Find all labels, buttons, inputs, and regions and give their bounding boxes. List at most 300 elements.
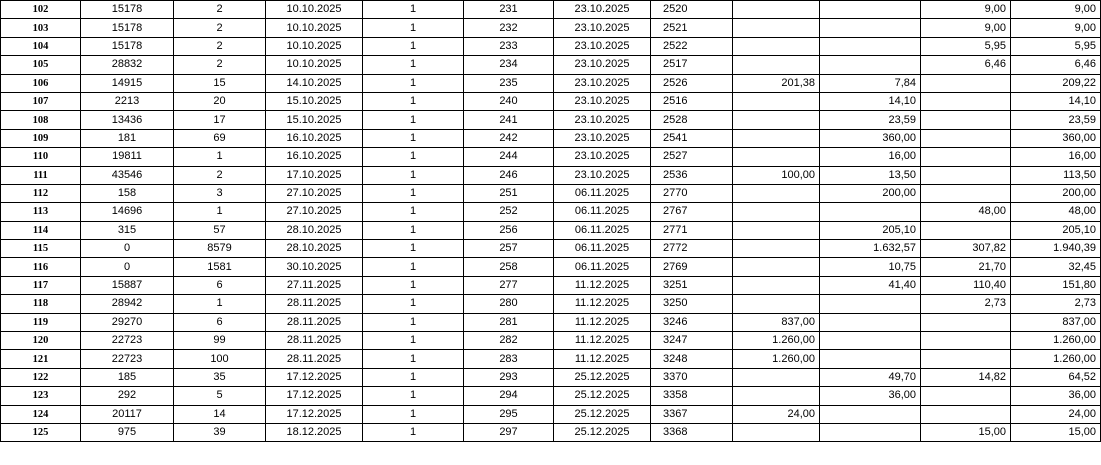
cell-code: 22723 — [81, 332, 174, 350]
cell-qty: 3 — [174, 184, 266, 202]
cell-one: 1 — [363, 203, 464, 221]
cell-code: 315 — [81, 221, 174, 239]
cell-one: 1 — [363, 92, 464, 110]
cell-b: 16,00 — [820, 148, 921, 166]
table-row — [1, 1, 1101, 19]
cell-c — [921, 313, 1011, 331]
cell-b: 10,75 — [820, 258, 921, 276]
cell-date2: 23.10.2025 — [554, 74, 651, 92]
cell-ref: 240 — [464, 92, 554, 110]
cell-total: 9,00 — [1011, 19, 1101, 37]
cell-date2: 23.10.2025 — [554, 111, 651, 129]
cell-no: 125 — [1, 423, 81, 441]
table-row — [1, 56, 1101, 74]
cell-a — [733, 56, 820, 74]
cell-a: 100,00 — [733, 166, 820, 184]
cell-total: 5,95 — [1011, 37, 1101, 55]
cell-date2: 11.12.2025 — [554, 313, 651, 331]
cell-date1: 10.10.2025 — [266, 37, 363, 55]
cell-qty: 6 — [174, 276, 266, 294]
cell-total: 1.260,00 — [1011, 332, 1101, 350]
cell-code: 0 — [81, 240, 174, 258]
cell-b: 14,10 — [820, 92, 921, 110]
cell-total: 2,73 — [1011, 295, 1101, 313]
table-row — [1, 37, 1101, 55]
cell-date2: 06.11.2025 — [554, 203, 651, 221]
cell-date2: 23.10.2025 — [554, 1, 651, 19]
cell-one: 1 — [363, 313, 464, 331]
cell-doc: 2770 — [651, 184, 733, 202]
cell-date1: 14.10.2025 — [266, 74, 363, 92]
cell-ref: 295 — [464, 405, 554, 423]
cell-doc: 3251 — [651, 276, 733, 294]
table-row — [1, 276, 1101, 294]
cell-date2: 06.11.2025 — [554, 240, 651, 258]
cell-b — [820, 37, 921, 55]
cell-code: 13436 — [81, 111, 174, 129]
cell-one: 1 — [363, 221, 464, 239]
cell-code: 19811 — [81, 148, 174, 166]
cell-doc: 2772 — [651, 240, 733, 258]
cell-total: 64,52 — [1011, 368, 1101, 386]
cell-c: 9,00 — [921, 19, 1011, 37]
cell-doc: 3248 — [651, 350, 733, 368]
cell-total: 16,00 — [1011, 148, 1101, 166]
cell-one: 1 — [363, 240, 464, 258]
cell-ref: 252 — [464, 203, 554, 221]
table-row — [1, 313, 1101, 331]
cell-no: 114 — [1, 221, 81, 239]
cell-c: 5,95 — [921, 37, 1011, 55]
cell-code: 14696 — [81, 203, 174, 221]
cell-ref: 246 — [464, 166, 554, 184]
cell-b — [820, 19, 921, 37]
cell-date1: 16.10.2025 — [266, 148, 363, 166]
cell-b: 41,40 — [820, 276, 921, 294]
cell-a — [733, 129, 820, 147]
cell-a: 1.260,00 — [733, 350, 820, 368]
cell-a: 201,38 — [733, 74, 820, 92]
cell-total: 32,45 — [1011, 258, 1101, 276]
cell-date2: 11.12.2025 — [554, 276, 651, 294]
cell-no: 106 — [1, 74, 81, 92]
cell-total: 6,46 — [1011, 56, 1101, 74]
cell-total: 15,00 — [1011, 423, 1101, 441]
cell-b — [820, 56, 921, 74]
cell-total: 205,10 — [1011, 221, 1101, 239]
table-row — [1, 111, 1101, 129]
cell-code: 43546 — [81, 166, 174, 184]
cell-date2: 11.12.2025 — [554, 295, 651, 313]
cell-qty: 2 — [174, 37, 266, 55]
cell-qty: 2 — [174, 1, 266, 19]
cell-b — [820, 203, 921, 221]
cell-date1: 28.11.2025 — [266, 350, 363, 368]
cell-qty: 2 — [174, 56, 266, 74]
cell-qty: 14 — [174, 405, 266, 423]
cell-code: 158 — [81, 184, 174, 202]
cell-one: 1 — [363, 166, 464, 184]
cell-no: 107 — [1, 92, 81, 110]
cell-date2: 11.12.2025 — [554, 332, 651, 350]
cell-qty: 20 — [174, 92, 266, 110]
cell-total: 1.940,39 — [1011, 240, 1101, 258]
cell-b — [820, 313, 921, 331]
cell-ref: 277 — [464, 276, 554, 294]
cell-no: 123 — [1, 387, 81, 405]
cell-date2: 23.10.2025 — [554, 56, 651, 74]
cell-code: 15178 — [81, 1, 174, 19]
cell-date2: 25.12.2025 — [554, 387, 651, 405]
cell-a — [733, 37, 820, 55]
cell-qty: 39 — [174, 423, 266, 441]
cell-code: 14915 — [81, 74, 174, 92]
cell-no: 104 — [1, 37, 81, 55]
cell-b: 23,59 — [820, 111, 921, 129]
cell-one: 1 — [363, 258, 464, 276]
cell-doc: 2522 — [651, 37, 733, 55]
cell-code: 20117 — [81, 405, 174, 423]
cell-b — [820, 295, 921, 313]
cell-code: 28942 — [81, 295, 174, 313]
cell-a — [733, 1, 820, 19]
cell-doc: 3250 — [651, 295, 733, 313]
cell-c: 6,46 — [921, 56, 1011, 74]
cell-c: 2,73 — [921, 295, 1011, 313]
cell-one: 1 — [363, 19, 464, 37]
cell-date1: 28.10.2025 — [266, 240, 363, 258]
cell-date2: 23.10.2025 — [554, 148, 651, 166]
cell-doc: 3246 — [651, 313, 733, 331]
cell-qty: 69 — [174, 129, 266, 147]
cell-total: 151,80 — [1011, 276, 1101, 294]
cell-no: 124 — [1, 405, 81, 423]
table-row — [1, 423, 1101, 441]
cell-ref: 256 — [464, 221, 554, 239]
cell-doc: 3247 — [651, 332, 733, 350]
cell-ref: 297 — [464, 423, 554, 441]
cell-doc: 2527 — [651, 148, 733, 166]
cell-doc: 2516 — [651, 92, 733, 110]
cell-a — [733, 258, 820, 276]
cell-code: 292 — [81, 387, 174, 405]
cell-date1: 17.10.2025 — [266, 166, 363, 184]
cell-b: 360,00 — [820, 129, 921, 147]
cell-c: 14,82 — [921, 368, 1011, 386]
cell-doc: 2526 — [651, 74, 733, 92]
cell-b — [820, 405, 921, 423]
cell-a — [733, 111, 820, 129]
cell-date2: 23.10.2025 — [554, 37, 651, 55]
cell-a — [733, 148, 820, 166]
cell-date1: 10.10.2025 — [266, 1, 363, 19]
table-row — [1, 368, 1101, 386]
cell-code: 181 — [81, 129, 174, 147]
cell-total: 23,59 — [1011, 111, 1101, 129]
cell-ref: 280 — [464, 295, 554, 313]
cell-qty: 5 — [174, 387, 266, 405]
cell-a — [733, 184, 820, 202]
cell-no: 102 — [1, 1, 81, 19]
cell-one: 1 — [363, 111, 464, 129]
cell-code: 15887 — [81, 276, 174, 294]
cell-qty: 99 — [174, 332, 266, 350]
cell-qty: 1 — [174, 295, 266, 313]
cell-c — [921, 111, 1011, 129]
cell-qty: 1581 — [174, 258, 266, 276]
cell-no: 116 — [1, 258, 81, 276]
cell-a — [733, 276, 820, 294]
cell-no: 110 — [1, 148, 81, 166]
cell-one: 1 — [363, 184, 464, 202]
cell-c — [921, 129, 1011, 147]
cell-a — [733, 423, 820, 441]
cell-c — [921, 387, 1011, 405]
cell-date1: 27.11.2025 — [266, 276, 363, 294]
cell-no: 122 — [1, 368, 81, 386]
cell-qty: 8579 — [174, 240, 266, 258]
cell-code: 29270 — [81, 313, 174, 331]
cell-ref: 231 — [464, 1, 554, 19]
cell-total: 9,00 — [1011, 1, 1101, 19]
cell-code: 22723 — [81, 350, 174, 368]
cell-b: 36,00 — [820, 387, 921, 405]
cell-date1: 15.10.2025 — [266, 111, 363, 129]
cell-doc: 2520 — [651, 1, 733, 19]
cell-date1: 10.10.2025 — [266, 56, 363, 74]
cell-c — [921, 405, 1011, 423]
cell-b: 13,50 — [820, 166, 921, 184]
cell-date2: 06.11.2025 — [554, 221, 651, 239]
cell-a — [733, 203, 820, 221]
cell-one: 1 — [363, 332, 464, 350]
cell-no: 115 — [1, 240, 81, 258]
cell-ref: 233 — [464, 37, 554, 55]
cell-doc: 2521 — [651, 19, 733, 37]
cell-a: 1.260,00 — [733, 332, 820, 350]
cell-c: 21,70 — [921, 258, 1011, 276]
cell-date2: 11.12.2025 — [554, 350, 651, 368]
cell-one: 1 — [363, 423, 464, 441]
cell-date1: 10.10.2025 — [266, 19, 363, 37]
cell-c: 15,00 — [921, 423, 1011, 441]
table-row — [1, 92, 1101, 110]
cell-no: 121 — [1, 350, 81, 368]
table-row — [1, 184, 1101, 202]
cell-qty: 100 — [174, 350, 266, 368]
cell-total: 113,50 — [1011, 166, 1101, 184]
table-row — [1, 19, 1101, 37]
cell-qty: 6 — [174, 313, 266, 331]
cell-total: 360,00 — [1011, 129, 1101, 147]
cell-no: 120 — [1, 332, 81, 350]
cell-a — [733, 221, 820, 239]
cell-doc: 2541 — [651, 129, 733, 147]
cell-b — [820, 423, 921, 441]
cell-c: 110,40 — [921, 276, 1011, 294]
cell-date1: 18.12.2025 — [266, 423, 363, 441]
cell-doc: 3370 — [651, 368, 733, 386]
cell-qty: 1 — [174, 203, 266, 221]
cell-ref: 235 — [464, 74, 554, 92]
cell-date1: 16.10.2025 — [266, 129, 363, 147]
cell-c — [921, 184, 1011, 202]
cell-c: 9,00 — [921, 1, 1011, 19]
cell-ref: 242 — [464, 129, 554, 147]
cell-date2: 23.10.2025 — [554, 92, 651, 110]
cell-date1: 27.10.2025 — [266, 184, 363, 202]
cell-code: 15178 — [81, 37, 174, 55]
cell-one: 1 — [363, 350, 464, 368]
cell-a — [733, 92, 820, 110]
cell-a: 24,00 — [733, 405, 820, 423]
cell-ref: 241 — [464, 111, 554, 129]
cell-a — [733, 295, 820, 313]
cell-date2: 23.10.2025 — [554, 19, 651, 37]
table-row — [1, 332, 1101, 350]
cell-doc: 2769 — [651, 258, 733, 276]
cell-doc: 3368 — [651, 423, 733, 441]
cell-code: 2213 — [81, 92, 174, 110]
cell-no: 109 — [1, 129, 81, 147]
cell-doc: 3358 — [651, 387, 733, 405]
cell-total: 837,00 — [1011, 313, 1101, 331]
cell-ref: 281 — [464, 313, 554, 331]
cell-one: 1 — [363, 74, 464, 92]
cell-b: 49,70 — [820, 368, 921, 386]
cell-ref: 251 — [464, 184, 554, 202]
cell-qty: 1 — [174, 148, 266, 166]
cell-ref: 257 — [464, 240, 554, 258]
cell-date1: 17.12.2025 — [266, 405, 363, 423]
cell-one: 1 — [363, 1, 464, 19]
cell-total: 24,00 — [1011, 405, 1101, 423]
table-row — [1, 166, 1101, 184]
cell-c — [921, 148, 1011, 166]
cell-a — [733, 19, 820, 37]
cell-date2: 25.12.2025 — [554, 423, 651, 441]
cell-b: 1.632,57 — [820, 240, 921, 258]
cell-no: 118 — [1, 295, 81, 313]
cell-one: 1 — [363, 368, 464, 386]
cell-date2: 25.12.2025 — [554, 405, 651, 423]
cell-a: 837,00 — [733, 313, 820, 331]
cell-c: 307,82 — [921, 240, 1011, 258]
cell-ref: 293 — [464, 368, 554, 386]
table-body — [1, 1, 1101, 442]
cell-total: 48,00 — [1011, 203, 1101, 221]
cell-total: 209,22 — [1011, 74, 1101, 92]
cell-a — [733, 387, 820, 405]
cell-no: 111 — [1, 166, 81, 184]
table-row — [1, 405, 1101, 423]
table-row — [1, 148, 1101, 166]
cell-date1: 28.10.2025 — [266, 221, 363, 239]
cell-ref: 234 — [464, 56, 554, 74]
cell-date1: 28.11.2025 — [266, 295, 363, 313]
table-row — [1, 74, 1101, 92]
cell-no: 108 — [1, 111, 81, 129]
table-row — [1, 203, 1101, 221]
cell-one: 1 — [363, 129, 464, 147]
cell-date2: 23.10.2025 — [554, 129, 651, 147]
table-row — [1, 240, 1101, 258]
cell-ref: 283 — [464, 350, 554, 368]
cell-no: 103 — [1, 19, 81, 37]
cell-one: 1 — [363, 148, 464, 166]
cell-one: 1 — [363, 276, 464, 294]
cell-doc: 2767 — [651, 203, 733, 221]
cell-code: 185 — [81, 368, 174, 386]
cell-date1: 28.11.2025 — [266, 332, 363, 350]
cell-c — [921, 332, 1011, 350]
cell-c — [921, 92, 1011, 110]
table-row — [1, 350, 1101, 368]
cell-ref: 232 — [464, 19, 554, 37]
table-row — [1, 258, 1101, 276]
cell-code: 0 — [81, 258, 174, 276]
cell-c — [921, 350, 1011, 368]
cell-qty: 57 — [174, 221, 266, 239]
cell-no: 119 — [1, 313, 81, 331]
cell-one: 1 — [363, 405, 464, 423]
cell-c — [921, 74, 1011, 92]
cell-date2: 06.11.2025 — [554, 258, 651, 276]
cell-date1: 27.10.2025 — [266, 203, 363, 221]
table-row — [1, 129, 1101, 147]
cell-a — [733, 240, 820, 258]
cell-date1: 30.10.2025 — [266, 258, 363, 276]
cell-one: 1 — [363, 56, 464, 74]
cell-c: 48,00 — [921, 203, 1011, 221]
cell-no: 113 — [1, 203, 81, 221]
table-row — [1, 387, 1101, 405]
cell-date2: 25.12.2025 — [554, 368, 651, 386]
cell-date1: 17.12.2025 — [266, 387, 363, 405]
cell-ref: 244 — [464, 148, 554, 166]
cell-qty: 2 — [174, 166, 266, 184]
cell-a — [733, 368, 820, 386]
cell-date2: 23.10.2025 — [554, 166, 651, 184]
cell-one: 1 — [363, 295, 464, 313]
cell-qty: 17 — [174, 111, 266, 129]
cell-date1: 28.11.2025 — [266, 313, 363, 331]
cell-total: 1.260,00 — [1011, 350, 1101, 368]
cell-b — [820, 1, 921, 19]
cell-code: 975 — [81, 423, 174, 441]
cell-qty: 15 — [174, 74, 266, 92]
cell-c — [921, 221, 1011, 239]
cell-qty: 2 — [174, 19, 266, 37]
cell-b — [820, 350, 921, 368]
cell-total: 36,00 — [1011, 387, 1101, 405]
cell-ref: 294 — [464, 387, 554, 405]
cell-doc: 2517 — [651, 56, 733, 74]
cell-c — [921, 166, 1011, 184]
cell-doc: 3367 — [651, 405, 733, 423]
cell-no: 105 — [1, 56, 81, 74]
cell-code: 15178 — [81, 19, 174, 37]
cell-b: 200,00 — [820, 184, 921, 202]
cell-b — [820, 332, 921, 350]
cell-doc: 2536 — [651, 166, 733, 184]
cell-ref: 258 — [464, 258, 554, 276]
cell-no: 112 — [1, 184, 81, 202]
cell-date1: 17.12.2025 — [266, 368, 363, 386]
cell-b: 205,10 — [820, 221, 921, 239]
cell-one: 1 — [363, 37, 464, 55]
cell-doc: 2771 — [651, 221, 733, 239]
